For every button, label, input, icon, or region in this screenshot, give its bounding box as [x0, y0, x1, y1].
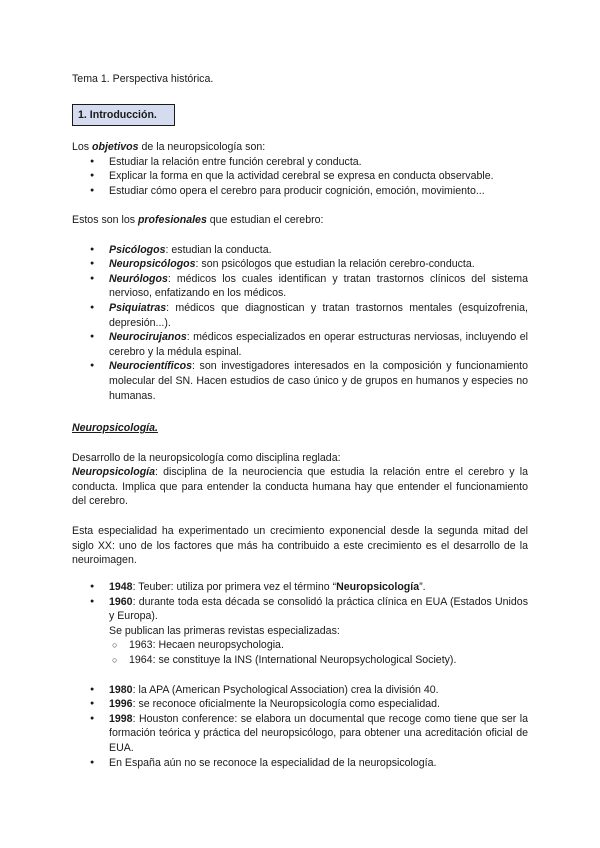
professionals-section — [72, 213, 528, 403]
objectives-intro: Los objetivos de la neuropsicología son: — [72, 141, 266, 153]
list-item: ○ 1963: Hecaen neuropsychologia. — [72, 638, 528, 653]
list-item: ○ 1964: se constituye la INS (International Neuropsychological Society). — [72, 653, 528, 668]
list-item: ● Psiquiatras: médicos que diagnostican y tratan trastornos mentales (esquizofrenia, depresión...). — [72, 301, 528, 330]
list-item: ● Estudiar la relación entre función cerebral y conducta. — [72, 155, 528, 170]
list-item: ● Neurocientíficos: son investigadores interesados en la composición y funcionamiento molecular del SN. Hacen estudios de caso único y de grupos en humanos y especies no humanas. — [72, 359, 528, 403]
list-item: ● Neuropsicólogos: son psicólogos que estudian la relación cerebro-conducta. — [72, 257, 528, 272]
timeline-item-1948: ● 1948: Teuber: utiliza por primera vez el término “Neuropsicología”. — [72, 580, 528, 595]
objectives-list — [72, 155, 528, 199]
section-title-box: 1. Introducción. — [72, 104, 175, 126]
timeline-item-1996: ● 1996: se reconoce oficialmente la Neuropsicología como especialidad. — [72, 697, 528, 712]
objectives-section — [72, 140, 528, 198]
objectives-term: objetivos — [92, 141, 139, 153]
list-item: ● Neurocirujanos: médicos especializados en operar estructuras nerviosas, incluyendo el cerebro y la médula espinal. — [72, 330, 528, 359]
timeline-section — [72, 580, 528, 770]
neuro-definition: Neuropsicología: disciplina de la neurociencia que estudia la relación entre el cerebro y la conducta. Implica que para entender la conducta humana hay que entender el funcionamiento del cerebro. — [72, 466, 528, 508]
neuro-growth: Esta especialidad ha experimentado un crecimiento exponencial desde la segunda mitad del siglo XX: uno de los factores que más ha contribuido a este crecimiento es el desarrollo de la neuroimagen. — [72, 524, 528, 567]
timeline-item-spain: ● En España aún no se reconoce la especialidad de la neuropsicología. — [72, 756, 528, 771]
professionals-list — [72, 243, 528, 404]
list-item: ● Estudiar cómo opera el cerebro para producir cognición, emoción, movimiento... — [72, 184, 528, 199]
neuro-section — [72, 421, 528, 568]
professionals-term: profesionales — [137, 214, 207, 226]
topic-title: Tema 1. Perspectiva histórica. — [72, 73, 214, 85]
neuro-heading: Neuropsicología. — [72, 422, 158, 434]
list-item: ● Psicólogos: estudian la conducta. — [72, 243, 528, 258]
list-item: ● Neurólogos: médicos los cuales identifican y tratan trastornos clínicos del sistema nervioso, enfatizando en los médicos. — [72, 272, 528, 301]
timeline-item-1960: ● 1960: durante toda esta década se consolidó la práctica clínica en EUA (Estados Unidos y Europa). — [72, 595, 528, 624]
journals-line: Se publican las primeras revistas especializadas: — [109, 624, 340, 637]
timeline-item-1980: ● 1980: la APA (American Psychological Association) crea la división 40. — [72, 683, 528, 698]
timeline-list-1 — [72, 580, 528, 624]
timeline-list-2 — [72, 683, 528, 771]
neuro-line: Desarrollo de la neuropsicología como disciplina reglada: — [72, 451, 341, 464]
journals-list — [72, 638, 528, 667]
timeline-item-1998: ● 1998: Houston conference: se elabora un documental que recoge como tiene que ser la formación teórica y práctica del neuropsicólogo, para obtener una acreditación oficial de EUA. — [72, 712, 528, 756]
professionals-intro: Estos son los profesionales que estudian el cerebro: — [72, 214, 324, 226]
list-item: ● Explicar la forma en que la actividad cerebral se expresa en conducta observable. — [72, 169, 528, 184]
